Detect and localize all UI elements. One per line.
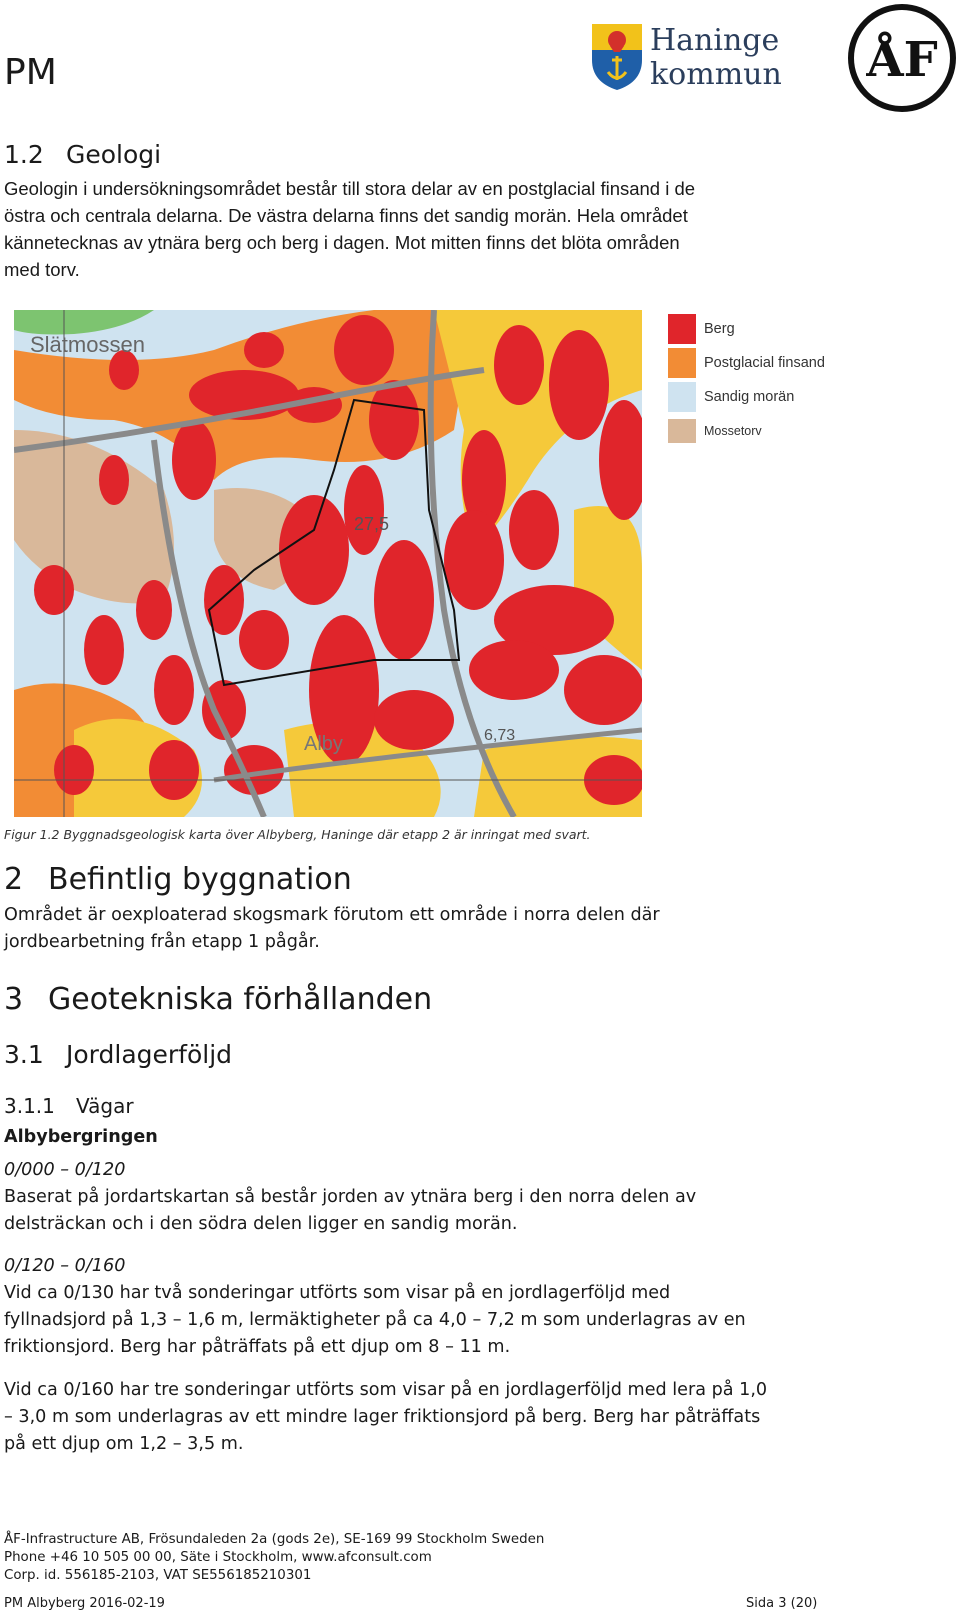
af-logo [846,2,958,114]
legend-item-berg: Berg [668,312,868,346]
legend-swatch [668,348,696,378]
document-type-title: PM [4,52,57,93]
af-logo-text: ÅF [866,32,938,88]
section-heading-jordlagerfoljd: 3.1 Jordlagerföljd [4,1040,233,1069]
geologi-paragraph: Geologin i undersökningsområdet består till stora delar av en postglacial finsand i de östra och centrala delarna. De västra delarna finns det sandig morän. Hela området kännetecknas av ytnära berg och berg i dagen. Mot mitten finns det blöta områden med torv. [4,178,696,280]
map-label-elevation: 27,5 [354,514,390,534]
logo-text-line1: Haninge [650,23,780,58]
section-heading-geotekniska-forhallanden: 3 Geotekniska förhållanden [4,982,433,1017]
logo-text-line2: kommun [650,57,782,92]
range2-paragraph: Vid ca 0/130 har två sonderingar utförts som visar på en jordlagerföljd med fyllnadsjord på 1,3 – 1,6 m, lermäktigheter på ca 4,0 – 7,2 m som underlagras av en friktionsjord. Berg har påträffats på ett djup om 8 – 11 m. [4,1283,746,1357]
road-name-albybergringen: Albybergringen [4,1127,158,1147]
map-label-alby: Alby [304,733,343,755]
legend-swatch [668,382,696,412]
range1-paragraph: Baserat på jordartskartan så består jorden av ytnära berg i den norra delen av delsträckan och i den södra delen ligger en sandig morän. [4,1187,697,1234]
geology-map [14,310,642,817]
figure-caption: Figur 1.2 Byggnadsgeologisk karta över Albyberg, Haninge där etapp 2 är inringat med svart. [4,827,591,842]
section-heading-geologi: 1.2 Geologi [4,140,162,169]
section-heading-vagar: 3.1.1 Vägar [4,1094,134,1118]
page-number: Sida 3 (20) [746,1596,818,1611]
map-label-elevation-2: 6,73 [484,727,516,744]
chainage-range-1: 0/000 – 0/120 [4,1160,126,1180]
legend-swatch [668,419,696,443]
range2-paragraph-2: Vid ca 0/160 har tre sonderingar utförts som visar på en jordlagerföljd med lera på 1,0 – 3,0 m som underlagras av ett mindre lager friktionsjord på berg. Berg har påträffats på ett djup om 1,2 – 3,5 m. [4,1380,768,1454]
legend-swatch [668,314,696,344]
legend-item-postglacial-finsand: Postglacial finsand [668,346,868,380]
document-reference: PM Albyberg 2016-02-19 [4,1596,165,1611]
legend-item-mossetorv: Mossetorv [668,414,868,448]
chainage-range-2: 0/120 – 0/160 [4,1256,126,1276]
map-label-slatmossen: Slätmossen [30,332,145,357]
haninge-kommun-logo [590,20,800,92]
map-legend [668,312,868,448]
legend-item-sandig-moran: Sandig morän [668,380,868,414]
company-footer: ÅF-Infrastructure AB, Frösundaleden 2a (gods 2e), SE-169 99 Stockholm Sweden Phone +46 10 505 00 00, Säte i Stockholm, www.afconsult.com Corp. id. 556185-2103, VAT SE556185210301 [4,1532,545,1583]
befintlig-byggnation-paragraph: Området är oexploaterad skogsmark förutom ett område i norra delen där jordbearbetning från etapp 1 pågår. [4,905,660,952]
section-heading-befintlig-byggnation: 2 Befintlig byggnation [4,862,352,897]
